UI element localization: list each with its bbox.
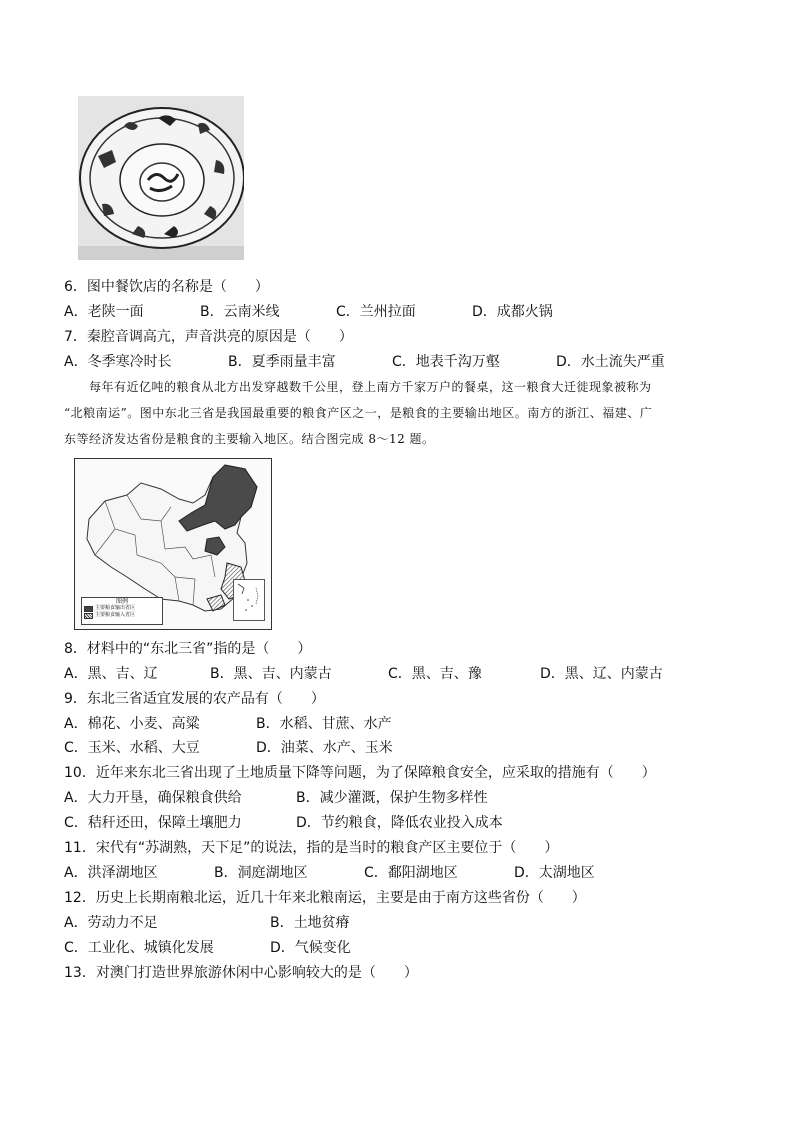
question-7-stem: 7．秦腔音调高亢，声音洪亮的原因是（ ） (64, 329, 353, 345)
legend-swatch-export (84, 606, 93, 612)
q12-option-d: D．气候变化 (270, 940, 351, 956)
q11-option-d: D．太湖地区 (514, 865, 595, 881)
q10-option-b: B．减少灌溉，保护生物多样性 (296, 790, 488, 806)
question-11-stem: 11．宋代有“苏湖熟，天下足”的说法，指的是当时的粮食产区主要位于（ ） (64, 840, 559, 856)
q10-option-d: D．节约粮食，降低农业投入成本 (296, 815, 503, 831)
q8-option-b: B．黑、吉、内蒙古 (210, 666, 332, 682)
q11-option-b: B．洞庭湖地区 (214, 865, 308, 881)
q7-option-d: D．水土流失严重 (556, 354, 665, 370)
q10-option-c: C．秸秆还田，保障土壤肥力 (64, 815, 242, 831)
q12-option-b: B．土地贫瘠 (270, 915, 350, 931)
legend-label-export: 主要粮食输出省区 (95, 605, 136, 611)
passage-line-1: 每年有近亿吨的粮食从北方出发穿越数千公里，登上南方千家万户的餐桌，这一粮食大迁徙现象被称为 (64, 380, 652, 394)
legend-label-import: 主要粮食输入省区 (95, 612, 136, 618)
q6-option-c: C．兰州拉面 (336, 304, 416, 320)
q8-option-a: A．黑、吉、辽 (64, 666, 158, 682)
q7-option-c: C．地表千沟万壑 (392, 354, 500, 370)
q12-option-a: A．劳动力不足 (64, 915, 158, 931)
reading-passage (64, 374, 734, 452)
q12-option-c: C．工业化、城镇化发展 (64, 940, 214, 956)
q9-option-c: C．玉米、水稻、大豆 (64, 740, 200, 756)
bowl-photo (78, 96, 244, 260)
q8-option-d: D．黑、辽、内蒙古 (540, 666, 663, 682)
q6-option-a: A．老陕一面 (64, 304, 144, 320)
question-9-stem: 9．东北三省适宜发展的农产品有（ ） (64, 691, 325, 707)
passage-line-3: 东等经济发达省份是粮食的主要输入地区。结合图完成 8～12 题。 (64, 432, 435, 446)
passage-line-2: “北粮南运”。图中东北三省是我国最重要的粮食产区之一，是粮食的主要输出地区。南方的浙江、福建、广 (64, 406, 653, 420)
legend-row-export (82, 605, 162, 612)
q7-option-b: B．夏季雨量丰富 (228, 354, 336, 370)
legend-row-import (82, 612, 162, 619)
q10-option-a: A．大力开垦，确保粮食供给 (64, 790, 242, 806)
q9-option-b: B．水稻、甘蔗、水产 (256, 716, 392, 732)
q11-option-a: A．洪泽湖地区 (64, 865, 158, 881)
q8-option-c: C．黑、吉、豫 (388, 666, 482, 682)
q9-option-d: D．油菜、水产、玉米 (256, 740, 393, 756)
question-6-stem: 6．图中餐饮店的名称是（ ） (64, 279, 269, 295)
map-legend (81, 597, 163, 625)
inset-islands (234, 580, 264, 620)
q9-option-a: A．棉花、小麦、高粱 (64, 716, 200, 732)
question-12-stem: 12．历史上长期南粮北运，近几十年来北粮南运，主要是由于南方这些省份（ ） (64, 890, 586, 906)
question-10-stem: 10．近年来东北三省出现了土地质量下降等问题，为了保障粮食安全，应采取的措施有（ ） (64, 765, 656, 781)
bowl-illustration (78, 96, 244, 260)
q6-option-d: D．成都火锅 (472, 304, 553, 320)
question-13-stem: 13．对澳门打造世界旅游休闲中心影响较大的是（ ） (64, 965, 418, 981)
q6-option-b: B．云南米线 (200, 304, 280, 320)
legend-swatch-import (84, 613, 93, 619)
q11-option-c: C．鄱阳湖地区 (364, 865, 458, 881)
legend-title: 图例 (115, 598, 128, 605)
question-8-stem: 8．材料中的“东北三省”指的是（ ） (64, 641, 312, 657)
south-china-sea-inset (233, 579, 265, 621)
q7-option-a: A．冬季寒冷时长 (64, 354, 172, 370)
china-grain-map (74, 458, 272, 630)
